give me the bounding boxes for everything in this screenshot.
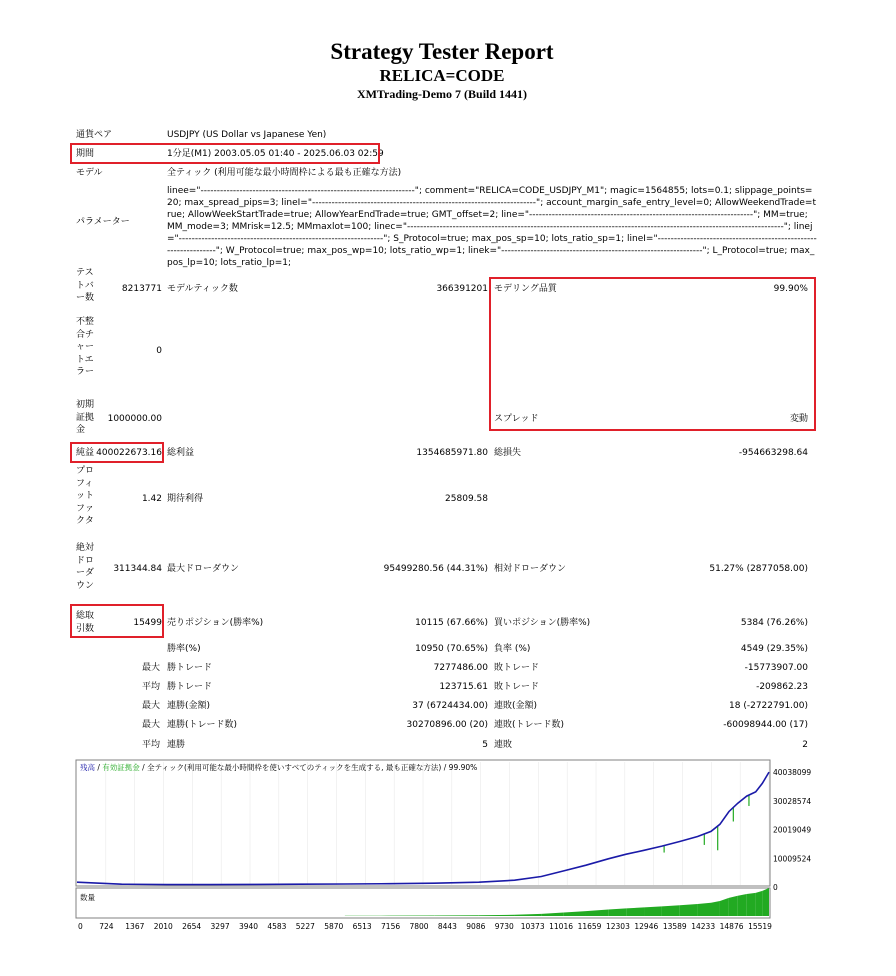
y-tick-label: 30028574 — [773, 796, 812, 806]
net-value: 400022673.16 — [96, 448, 162, 458]
ticks-label: モデルティック数 — [167, 284, 238, 294]
x-tick-label: 13589 — [662, 922, 687, 931]
x-tick-label: 2654 — [182, 922, 202, 931]
x-tick-label: 15519 — [748, 922, 772, 931]
x-tick-label: 2010 — [153, 922, 173, 931]
period-value: 1分足(M1) 2003.05.05 01:40 - 2025.06.03 02:59 — [167, 149, 384, 159]
avg-label-2: 平均 — [141, 740, 160, 750]
bars-label: テストバー数 — [76, 268, 95, 303]
params-label: パラメーター — [76, 217, 130, 227]
avg-win-label: 勝トレード — [167, 682, 213, 692]
volume-bar — [720, 898, 729, 916]
pf-value: 1.42 — [141, 494, 162, 504]
legend-balance: 残高 — [80, 763, 95, 772]
x-tick-label: 10373 — [520, 922, 545, 931]
mismatch-value: 0 — [156, 346, 162, 356]
avg-cons-win-value: 5 — [482, 740, 488, 750]
symbol-label: 通貨ペア — [76, 130, 113, 140]
cons-win-trades-label: 連勝(トレード数) — [167, 720, 238, 730]
avg-cons-loss-value: 2 — [802, 740, 808, 750]
ticks-value: 366391201 — [436, 284, 488, 294]
quality-label: モデリング品質 — [494, 284, 557, 294]
abs-dd-label: 絶対ドローダウン — [76, 543, 95, 591]
long-value: 5384 (76.26%) — [740, 618, 808, 628]
max-label-2: 最大 — [141, 701, 160, 711]
avg-cons-win-label: 連勝 — [167, 740, 186, 750]
legend-model: 全ティック(利用可能な最小時間枠を使いすべてのティックを生成する, 最も正確な方法) — [147, 763, 442, 772]
avg-cons-loss-label: 連敗 — [494, 740, 513, 750]
legend-equity: 有効証拠金 — [102, 763, 140, 772]
win-rate-label: 勝率(%) — [167, 644, 201, 654]
x-tick-label: 0 — [78, 922, 83, 931]
x-tick-label: 9730 — [494, 922, 514, 931]
x-tick-label: 4583 — [267, 922, 287, 931]
volume-bar — [680, 904, 698, 916]
volume-bar — [756, 891, 763, 916]
cons-win-amt-label: 連勝(金額) — [167, 701, 211, 711]
legend-sep-2: / — [139, 763, 148, 772]
gross-profit-value: 1354685971.80 — [416, 448, 488, 458]
x-tick-label: 11659 — [577, 922, 602, 931]
x-tick-label: 5870 — [324, 922, 344, 931]
deposit-label: 初期証拠金 — [76, 400, 95, 435]
loss-rate-value: 4549 (29.35%) — [740, 644, 808, 654]
svg-text:残高 / 有効証拠金 / 全ティック(利用可能な最小時間枠を — [80, 762, 477, 772]
x-tick-label: 8443 — [437, 922, 457, 931]
x-tick-label: 7800 — [409, 922, 429, 931]
x-tick-label: 724 — [99, 922, 114, 931]
x-tick-label: 9086 — [466, 922, 486, 931]
deposit-value: 1000000.00 — [107, 414, 162, 424]
volume-bar — [698, 903, 711, 916]
x-tick-label: 3940 — [238, 922, 259, 931]
y-tick-label: 20019049 — [773, 825, 812, 835]
x-tick-label: 6513 — [352, 922, 372, 931]
net-label: 純益 — [76, 448, 95, 458]
short-label: 売りポジション(勝率%) — [167, 618, 264, 628]
expected-label: 期待利得 — [167, 494, 204, 504]
expected-value: 25809.58 — [445, 494, 488, 504]
volume-bar — [711, 901, 720, 916]
volume-bar — [608, 908, 626, 916]
y-tick-label: 10009524 — [773, 854, 812, 864]
max-dd-label: 最大ドローダウン — [167, 564, 240, 574]
volume-bar — [626, 907, 644, 916]
avg-label-1: 平均 — [141, 682, 160, 692]
x-tick-label: 3297 — [210, 922, 230, 931]
x-tick-label: 1367 — [125, 922, 145, 931]
ea-name: RELICA=CODE — [379, 66, 505, 85]
loss-rate-label: 負率 (%) — [494, 644, 531, 654]
y-tick-label: 0 — [773, 883, 778, 892]
quality-value: 99.90% — [773, 284, 808, 294]
params-value: linee="------------------------------------------------------------------"; comment="RELICA=CODE_USDJPY_M1"; magic=1564855; lots=0.1; slippage_points=20; max_spread_pips=3; lineI="---------------------------------------------------------------------"; account_margin_safe_entry_level=0; AllowWeekendTrade=true; AllowWeekStartTrade=true; AllowYearEndTrade=true; GMT_offset=2; line="---------------------------------------------------------------------"; MM=true; MM_mode=3; MMrisk=12.5; MMmaxlot=100; linec="--------------------------------------------------------------------------------------------------------------------"; linej="---------------------------------------------------------------"; S_Protocol=true; max_pos_sp=10; lots_ratio_sp=1; lineI="----------------------------------------------------------------"; W_Protocol=true; max_pos_wp=10; lots_ratio_wp=1; linek="--------------------------------------------------------------"; L_Protocol=true; max_pos_lp=10; lots_ratio_lp=1; — [167, 186, 817, 268]
volume-bar — [644, 906, 662, 916]
max-win-value: 7277486.00 — [433, 663, 488, 673]
volume-bar — [738, 894, 747, 916]
model-value: 全ティック (利用可能な最小時間枠による最も正確な方法) — [167, 168, 402, 178]
cons-loss-trades-label: 連敗(トレード数) — [494, 720, 565, 730]
x-tick-label: 7156 — [381, 922, 401, 931]
rel-dd-value: 51.27% (2877058.00) — [709, 564, 808, 574]
max-loss-label: 敗トレード — [494, 663, 540, 673]
volume-label: 数量 — [80, 893, 95, 902]
server-build: XMTrading-Demo 7 (Build 1441) — [356, 87, 528, 101]
max-loss-value: -15773907.00 — [744, 663, 808, 673]
long-label: 買いポジション(勝率%) — [494, 618, 591, 628]
cons-loss-amt-label: 連敗(金額) — [494, 701, 538, 711]
trades-value: 15499 — [133, 618, 162, 628]
bars-value: 8213771 — [121, 284, 162, 294]
rel-dd-label: 相対ドローダウン — [494, 564, 567, 574]
model-label: モデル — [76, 168, 103, 178]
pf-label: プロフィットファクタ — [76, 466, 95, 526]
volume-bar — [762, 888, 769, 916]
avg-loss-value: -209862.23 — [756, 682, 808, 692]
period-label: 期間 — [76, 149, 95, 159]
volume-bar — [729, 896, 738, 916]
cons-win-amt-value: 37 (6724434.00) — [412, 701, 488, 711]
avg-win-value: 123715.61 — [439, 682, 488, 692]
mismatch-label: 不整合チャートエラー — [76, 317, 95, 377]
x-tick-label: 14876 — [719, 922, 744, 931]
x-tick-label: 14233 — [691, 922, 716, 931]
report-title: Strategy Tester Report — [330, 39, 554, 64]
volume-bar — [747, 893, 756, 916]
cons-loss-amt-value: 18 (-2722791.00) — [729, 701, 808, 711]
trades-label: 総取引数 — [76, 611, 95, 634]
cons-win-trades-value: 30270896.00 (20) — [406, 720, 488, 730]
abs-dd-value: 311344.84 — [113, 564, 162, 574]
spread-value: 変動 — [789, 414, 808, 424]
spread-label: スプレッド — [494, 414, 539, 424]
x-tick-label: 5227 — [295, 922, 315, 931]
gross-loss-value: -954663298.64 — [738, 448, 808, 458]
x-tick-label: 12946 — [634, 922, 659, 931]
max-label-3: 最大 — [141, 720, 160, 730]
cons-loss-trades-value: -60098944.00 (17) — [723, 720, 808, 730]
gross-profit-label: 総利益 — [167, 448, 195, 458]
symbol-value: USDJPY (US Dollar vs Japanese Yen) — [167, 130, 327, 140]
volume-bar — [662, 905, 680, 916]
legend-quality: / 99.90% — [441, 763, 478, 772]
short-value: 10115 (67.66%) — [415, 618, 488, 628]
avg-loss-label: 敗トレード — [494, 682, 540, 692]
win-rate-value: 10950 (70.65%) — [415, 644, 488, 654]
legend-sep-1: / — [95, 763, 103, 772]
max-label-1: 最大 — [141, 663, 160, 673]
max-win-label: 勝トレード — [167, 663, 213, 673]
x-tick-label: 11016 — [549, 922, 574, 931]
max-dd-value: 95499280.56 (44.31%) — [383, 564, 488, 574]
x-tick-label: 12303 — [605, 922, 630, 931]
gross-loss-label: 総損失 — [494, 448, 522, 458]
y-tick-label: 40038099 — [773, 768, 812, 777]
